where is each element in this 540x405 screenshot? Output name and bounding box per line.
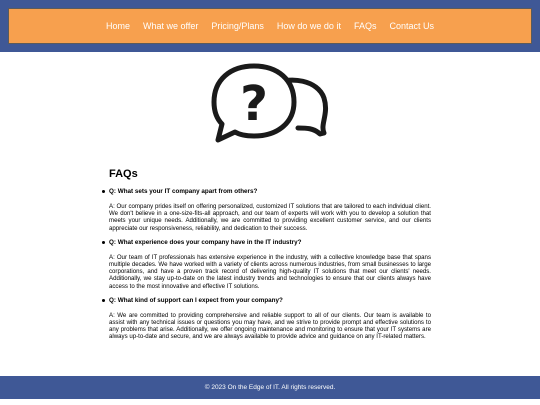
faq-list xyxy=(109,188,431,341)
site-footer xyxy=(0,376,540,399)
nav-link-pricing-plans[interactable]: Pricing/Plans xyxy=(211,21,264,31)
faq-question: Q: What kind of support can I expect from your company? xyxy=(109,296,283,304)
copyright-text: © 2023 On the Edge of IT. All rights reserved. xyxy=(204,384,336,391)
faq-question: Q: What experience does your company have in the IT industry? xyxy=(109,238,302,246)
faq-section xyxy=(109,168,431,348)
main-nav xyxy=(8,8,532,44)
faq-item xyxy=(109,239,431,290)
faq-answer: A: Our team of IT professionals has extensive experience in the industry, with a collective knowledge base that spans multiple decades. We have worked with a variety of clients across numerous industries, from small businesses to large corporations, and have a proven track record of delivering high-quality IT solutions that meet our clients' needs. Additionally, we stay up-to-date on the latest industry trends and technologies to ensure that our clients always have access to the most innovative and effective IT solutions. xyxy=(109,253,431,290)
nav-link-faqs[interactable]: FAQs xyxy=(353,21,377,31)
bullet-icon xyxy=(102,241,105,244)
nav-link-contact-us[interactable]: Contact Us xyxy=(389,21,434,31)
faq-answer: A: Our company prides itself on offering personalized, customized IT solutions that are tailored to each individual client. We don't believe in a one-size-fits-all approach, and our team of experts will work with you to develop a solution that meets your unique needs. Additionally, we are committed to providing excellent customer service, and our clients appreciate our responsiveness, reliability, and dedication to their success. xyxy=(109,203,431,232)
bullet-icon xyxy=(102,190,105,193)
nav-link-home[interactable]: Home xyxy=(106,21,131,31)
nav-link-how-do-we-do-it[interactable]: How do we do it xyxy=(276,21,341,31)
faq-answer: A: We are committed to providing comprehensive and reliable support to all of our clients. Our team is available to assist with any technical issues or questions you may have, and we strive to provide prompt and effective solutions to any problems that arise. Additionally, we offer ongoing maintenance and monitoring to ensure that your IT systems are always up-to-date and secure, and we are always available to provide advice and guidance on any IT-related matters. xyxy=(109,311,431,341)
bullet-icon xyxy=(102,299,105,302)
nav-link-what-we-offer[interactable]: What we offer xyxy=(143,21,199,31)
faq-question: Q: What sets your IT company apart from others? xyxy=(109,188,258,195)
question-mark: ? xyxy=(240,76,268,132)
site-header xyxy=(0,0,540,52)
faq-item xyxy=(109,297,431,341)
faq-chat-bubbles-icon xyxy=(210,62,330,144)
page-title: FAQs xyxy=(109,168,138,180)
faq-item xyxy=(109,188,431,232)
